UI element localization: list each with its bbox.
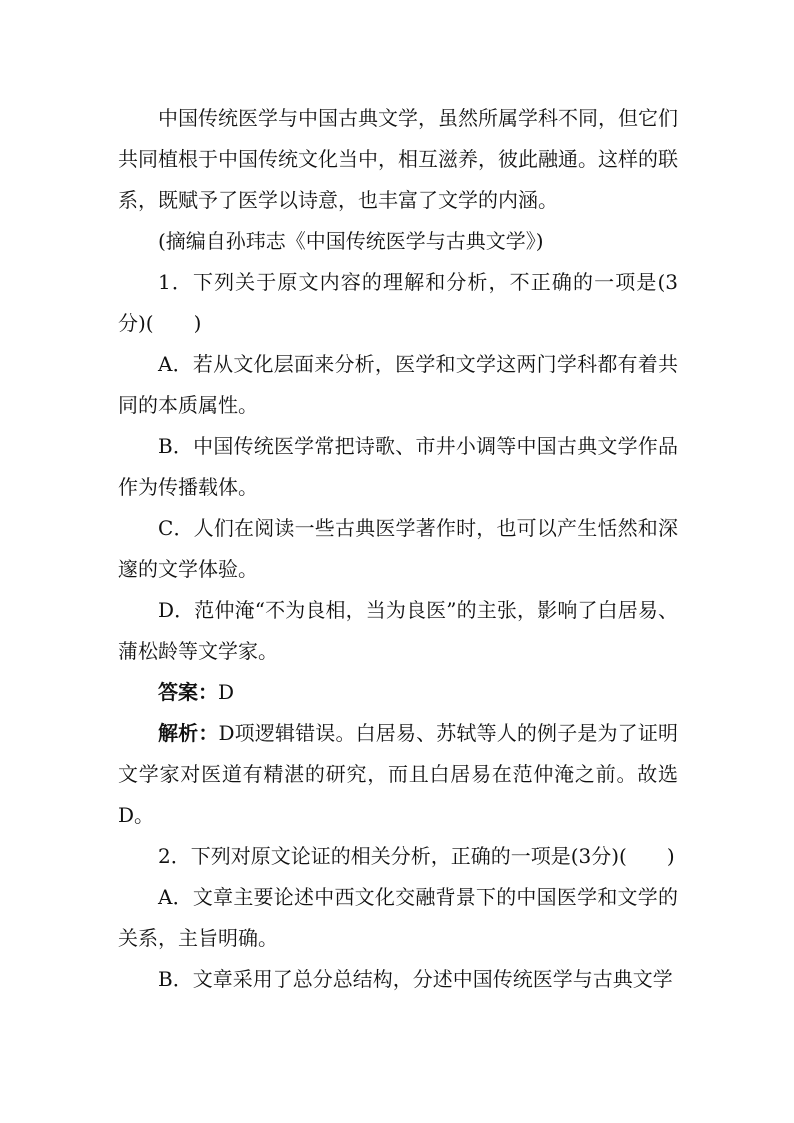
document-page	[118, 98, 678, 1000]
question-2-stem: 2．下列对原文论证的相关分析，正确的一项是(3分)( )	[158, 844, 675, 868]
question-2-option-b: B．文章采用了总分总结构，分述中国传统医学与古典文学	[158, 967, 673, 991]
answer-value: D	[218, 680, 235, 704]
question-1-option-c: C．人们在阅读一些古典医学著作时，也可以产生恬然和深邃的文学体验。	[118, 516, 678, 581]
intro-paragraph: 中国传统医学与中国古典文学，虽然所属学科不同，但它们共同植根于中国传统文化当中，相互滋养，彼此融通。这样的联系，既赋予了医学以诗意，也丰富了文学的内涵。	[118, 106, 678, 212]
question-2-option-a: A．文章主要论述中西文化交融背景下的中国医学和文学的关系，主旨明确。	[118, 885, 678, 950]
source-citation: (摘编自孙玮志《中国传统医学与古典文学》)	[158, 229, 544, 253]
question-1-answer	[118, 672, 678, 713]
analysis-text: D项逻辑错误。白居易、苏轼等人的例子是为了证明文学家对医道有精湛的研究，而且白居易在范仲淹之前。故选D。	[118, 721, 678, 827]
answer-label: 答案：	[158, 680, 218, 704]
question-1-option-a: A．若从文化层面来分析，医学和文学这两门学科都有着共同的本质属性。	[118, 352, 678, 417]
question-1-stem: 1．下列关于原文内容的理解和分析，不正确的一项是(3分)( )	[118, 270, 678, 335]
question-1-option-b: B．中国传统医学常把诗歌、市井小调等中国古典文学作品作为传播载体。	[118, 434, 678, 499]
question-1-option-d: D．范仲淹“不为良相，当为良医”的主张，影响了白居易、蒲松龄等文学家。	[118, 598, 678, 663]
question-1-analysis	[118, 713, 678, 836]
analysis-label: 解析：	[158, 721, 219, 745]
